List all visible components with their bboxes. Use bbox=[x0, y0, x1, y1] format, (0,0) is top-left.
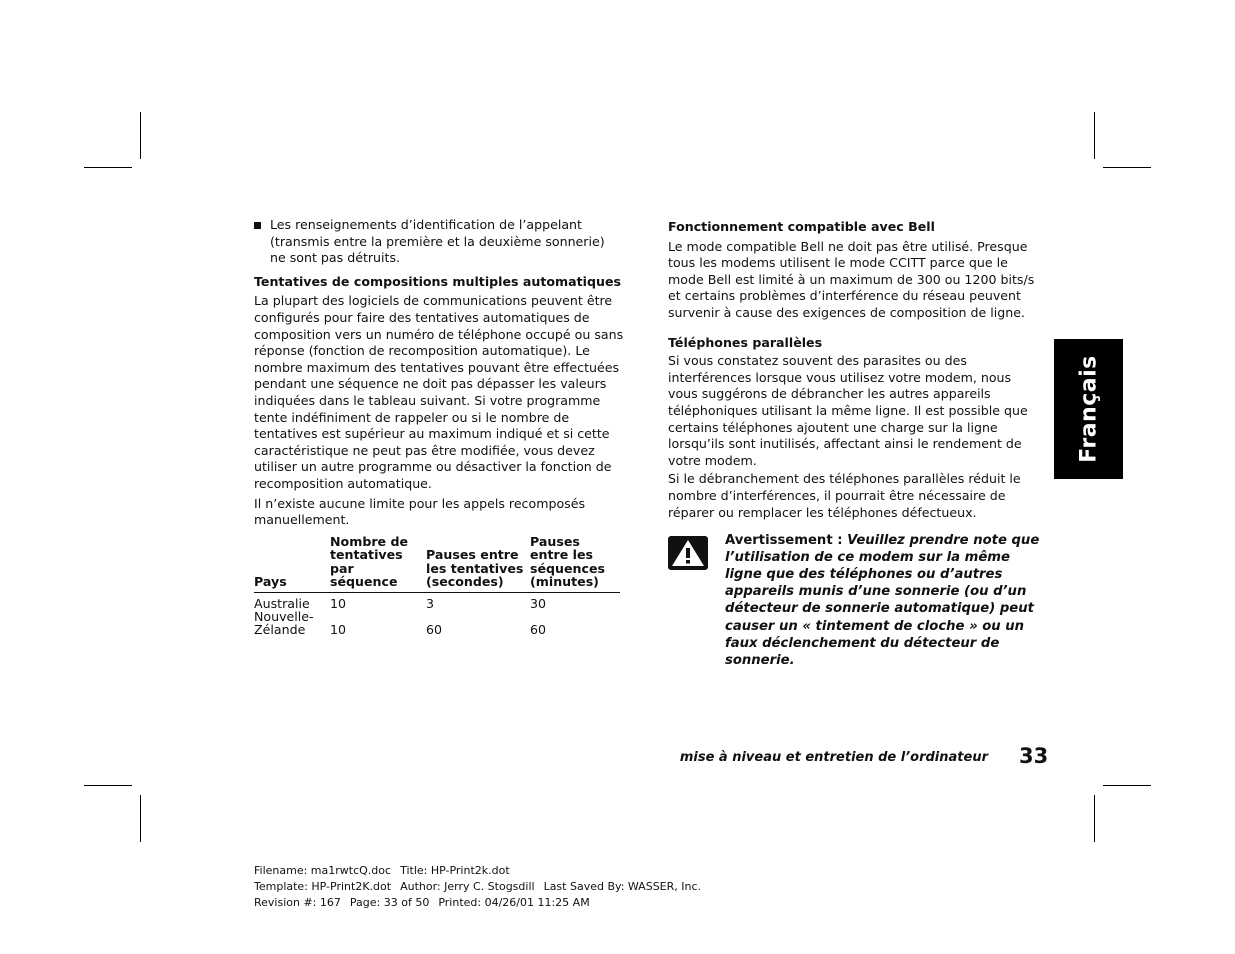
paragraph-redial: La plupart des logiciels de communications peuvent être configurés pour faire des tentatives automatiques de composition vers un numéro de téléphone occupé ou sans réponse (fonction de recomposition automatique). Le nombre maximum des tentatives pouvant être effectuées pendant une séquence ne doit pas dépasser les valeurs indiquées dans le tableau suivant. Si votre programme tente indéfiniment de rappeler ou si le nombre de tentatives est supérieur au maximum indiqué et si cette caractéristique ne peut pas être modifiée, vous devez utiliser un autre programme ou désactiver la fonction de recomposition automatique. bbox=[254, 293, 624, 491]
warning-lead: Avertissement : bbox=[725, 533, 848, 549]
bullet-text: Les renseignements d’identification de l’appelant (transmis entre la première et la deuxième sonnerie) ne sont pas détruits. bbox=[270, 217, 605, 266]
crop-mark bbox=[140, 795, 141, 842]
section-heading-parallel: Téléphones parallèles bbox=[668, 334, 823, 350]
header-pause-attempts: Pauses entre les tentatives (secondes) bbox=[426, 547, 524, 590]
cell-pause-sequences: 60 bbox=[530, 621, 547, 637]
language-side-tab bbox=[1054, 339, 1123, 479]
crop-mark bbox=[1094, 795, 1095, 842]
file-info-page: Page: 33 of 50 bbox=[349, 896, 430, 909]
crop-mark bbox=[84, 785, 132, 786]
file-info-title: Title: HP-Print2k.dot bbox=[400, 864, 510, 877]
warning-body: Veuillez prendre note que l’utilisation de ce modem sur la même ligne que des téléphones ou d’autres appareils munis d’une sonnerie (ou d’un détecteur de sonnerie automatique) peut causer un « tintement de cloche » ou un faux déclenchement du détecteur de sonnerie. bbox=[725, 533, 1040, 668]
header-country: Pays bbox=[254, 574, 287, 590]
file-info-author: Author: Jerry C. Stogsdill bbox=[400, 880, 535, 893]
footer-title: mise à niveau et entretien de l’ordinateur bbox=[679, 750, 988, 765]
section-heading-redial: Tentatives de compositions multiples automatiques bbox=[254, 273, 622, 289]
crop-mark bbox=[1103, 785, 1151, 786]
table-header-row bbox=[254, 535, 620, 593]
cell-attempts: 10 bbox=[330, 621, 347, 637]
right-column bbox=[668, 219, 1044, 669]
file-info-revision: Revision #: 167 bbox=[254, 896, 341, 909]
crop-mark bbox=[1103, 167, 1151, 168]
crop-mark bbox=[1094, 112, 1095, 159]
square-bullet-icon bbox=[254, 222, 261, 229]
file-info-line bbox=[254, 879, 701, 895]
paragraph-manual-redial: Il n’existe aucune limite pour les appels recomposés manuellement. bbox=[254, 495, 586, 528]
header-attempts: Nombre de tentatives par séquence bbox=[330, 533, 409, 590]
file-info-filename: Filename: ma1rwtcQ.doc bbox=[254, 864, 392, 877]
paragraph-parallel-fix: Si le débranchement des téléphones parallèles réduit le nombre d’interférences, il pourrait être nécessaire de réparer ou remplacer les téléphones défectueux. bbox=[668, 471, 1021, 520]
file-info-last-saved: Last Saved By: WASSER, Inc. bbox=[543, 880, 702, 893]
section-heading-bell: Fonctionnement compatible avec Bell bbox=[668, 219, 935, 234]
cell-attempts: 10 bbox=[330, 595, 347, 611]
warning-text bbox=[725, 532, 1044, 669]
file-info bbox=[254, 863, 701, 911]
redial-limits-table bbox=[254, 535, 620, 636]
table-row bbox=[254, 592, 620, 610]
cell-country: Australie bbox=[254, 595, 310, 611]
bullet-item bbox=[254, 217, 624, 267]
cell-pause-sequences: 30 bbox=[530, 595, 547, 611]
file-info-template: Template: HP-Print2K.dot bbox=[254, 880, 392, 893]
file-info-printed: Printed: 04/26/01 11:25 AM bbox=[438, 896, 590, 909]
header-pause-sequences: Pauses entre les séquences (minutes) bbox=[530, 533, 606, 590]
table-row bbox=[254, 610, 620, 636]
crop-mark bbox=[84, 167, 132, 168]
paragraph-bell: Le mode compatible Bell ne doit pas être utilisé. Presque tous les modems utilisent le mode CCITT parce que le mode Bell est limité à un maximum de 300 ou 1200 bits/s et certains problèmes d’interférence du réseau peuvent survenir à cause des exigences de composition de ligne. bbox=[668, 238, 1035, 320]
cell-pause-attempts: 60 bbox=[426, 621, 443, 637]
warning-block bbox=[668, 532, 1044, 669]
paragraph-parallel: Si vous constatez souvent des parasites ou des interférences lorsque vous utilisez votre modem, nous vous suggérons de débrancher les autres appareils téléphoniques utilisant la même ligne. Il est possible que certains téléphones ajoutent une charge sur la ligne lorsqu’ils sont inutilisés, affectant ainsi le rendement de votre modem. bbox=[668, 353, 1028, 468]
warning-triangle-icon bbox=[668, 536, 708, 570]
crop-mark bbox=[140, 112, 141, 159]
cell-pause-attempts: 3 bbox=[426, 595, 435, 611]
cell-country: Nouvelle-Zélande bbox=[254, 608, 314, 637]
file-info-line bbox=[254, 863, 701, 879]
page-number: 33 bbox=[1019, 744, 1049, 768]
left-column bbox=[254, 217, 624, 636]
file-info-line bbox=[254, 895, 701, 911]
side-tab-label: Français bbox=[1076, 355, 1101, 463]
